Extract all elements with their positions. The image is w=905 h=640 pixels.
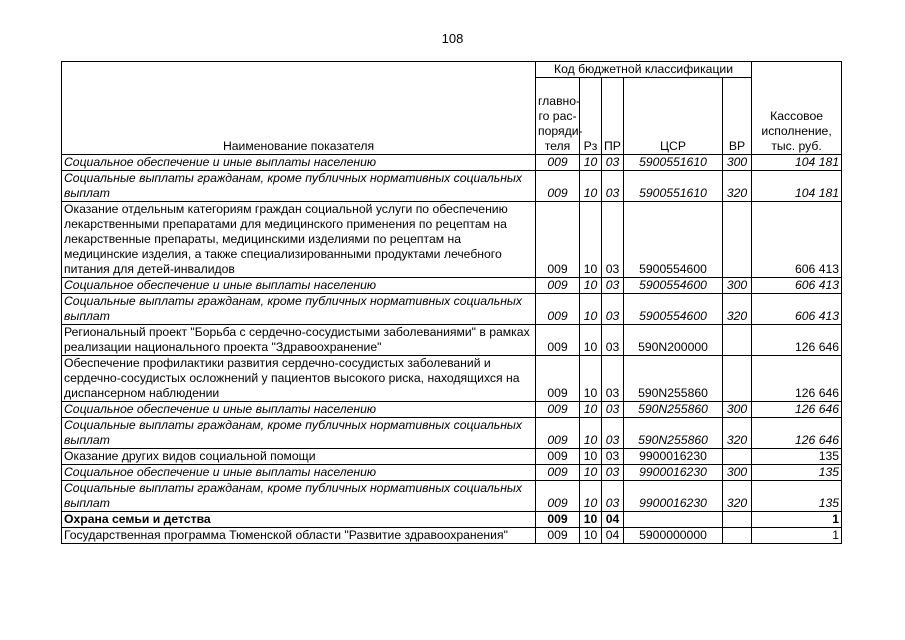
row-admin-cell: 009: [536, 528, 580, 544]
row-csr-cell: 9900016230: [624, 481, 723, 512]
row-vr-cell: 300: [723, 278, 752, 294]
table-body: [62, 155, 842, 544]
row-rz-cell: 10: [580, 325, 602, 356]
row-vr-cell: [723, 512, 752, 528]
row-name-cell: Социальное обеспечение и иные выплаты населению: [62, 465, 536, 481]
table-row: [62, 294, 842, 325]
table-row: [62, 171, 842, 202]
row-rz-cell: 10: [580, 294, 602, 325]
row-rz-cell: 10: [580, 202, 602, 278]
row-name-cell: Социальные выплаты гражданам, кроме публичных нормативных социальных выплат: [62, 294, 536, 325]
row-amount-cell: 606 413: [752, 202, 842, 278]
row-name-cell: Социальные выплаты гражданам, кроме публичных нормативных социальных выплат: [62, 171, 536, 202]
row-pr-cell: 03: [602, 294, 624, 325]
row-name-cell: Социальное обеспечение и иные выплаты населению: [62, 402, 536, 418]
table-row: [62, 512, 842, 528]
header-classification-group: Код бюджетной классификации: [536, 62, 752, 78]
row-pr-cell: 03: [602, 418, 624, 449]
row-rz-cell: 10: [580, 171, 602, 202]
row-rz-cell: 10: [580, 465, 602, 481]
row-amount-cell: 135: [752, 449, 842, 465]
row-amount-cell: 104 181: [752, 155, 842, 171]
row-rz-cell: 10: [580, 449, 602, 465]
row-admin-cell: 009: [536, 418, 580, 449]
row-csr-cell: 5900554600: [624, 202, 723, 278]
table-row: [62, 325, 842, 356]
header-vr: ВР: [723, 78, 752, 155]
row-csr-cell: 9900016230: [624, 449, 723, 465]
row-admin-cell: 009: [536, 465, 580, 481]
row-vr-cell: [723, 325, 752, 356]
row-admin-cell: 009: [536, 202, 580, 278]
row-name-cell: Охрана семьи и детства: [62, 512, 536, 528]
row-amount-cell: 126 646: [752, 356, 842, 402]
row-rz-cell: 10: [580, 278, 602, 294]
row-amount-cell: 126 646: [752, 325, 842, 356]
row-pr-cell: 03: [602, 465, 624, 481]
header-name: Наименование показателя: [62, 62, 536, 155]
row-rz-cell: 10: [580, 356, 602, 402]
page-number: 108: [441, 31, 464, 46]
row-rz-cell: 10: [580, 155, 602, 171]
row-admin-cell: 009: [536, 512, 580, 528]
row-pr-cell: 03: [602, 402, 624, 418]
header-csr: ЦСР: [624, 78, 723, 155]
table-row: [62, 449, 842, 465]
row-csr-cell: 5900551610: [624, 171, 723, 202]
row-admin-cell: 009: [536, 449, 580, 465]
row-csr-cell: 9900016230: [624, 465, 723, 481]
row-amount-cell: 126 646: [752, 418, 842, 449]
row-pr-cell: 03: [602, 171, 624, 202]
row-csr-cell: [624, 512, 723, 528]
row-csr-cell: 5900554600: [624, 278, 723, 294]
row-amount-cell: 606 413: [752, 278, 842, 294]
table-row: [62, 418, 842, 449]
row-csr-cell: 5900000000: [624, 528, 723, 544]
table-row: [62, 402, 842, 418]
row-name-cell: Обеспечение профилактики развития сердечно-сосудистых заболеваний и сердечно-сосудистых осложнений у пациентов высокого риска, находящихся на диспансерном наблюдении: [62, 356, 536, 402]
row-amount-cell: 1: [752, 528, 842, 544]
row-vr-cell: 320: [723, 418, 752, 449]
row-amount-cell: 126 646: [752, 402, 842, 418]
row-vr-cell: 300: [723, 155, 752, 171]
header-admin: главно-го рас-поряди-теля: [536, 78, 580, 155]
header-amount: Кассовое исполнение, тыс. руб.: [752, 62, 842, 155]
row-pr-cell: 04: [602, 512, 624, 528]
header-rz: Рз: [580, 78, 602, 155]
row-vr-cell: 320: [723, 294, 752, 325]
row-csr-cell: 590N255860: [624, 356, 723, 402]
row-rz-cell: 10: [580, 418, 602, 449]
row-admin-cell: 009: [536, 294, 580, 325]
budget-table: [61, 61, 842, 544]
row-amount-cell: 606 413: [752, 294, 842, 325]
row-pr-cell: 03: [602, 356, 624, 402]
row-name-cell: Социальное обеспечение и иные выплаты населению: [62, 155, 536, 171]
row-admin-cell: 009: [536, 356, 580, 402]
row-amount-cell: 104 181: [752, 171, 842, 202]
row-name-cell: Региональный проект "Борьба с сердечно-сосудистыми заболеваниями" в рамках реализации национального проекта "Здравоохранение": [62, 325, 536, 356]
row-pr-cell: 03: [602, 278, 624, 294]
row-rz-cell: 10: [580, 528, 602, 544]
row-amount-cell: 1: [752, 512, 842, 528]
row-vr-cell: 320: [723, 171, 752, 202]
row-admin-cell: 009: [536, 402, 580, 418]
table-row: [62, 481, 842, 512]
row-admin-cell: 009: [536, 171, 580, 202]
row-vr-cell: [723, 202, 752, 278]
table-row: [62, 465, 842, 481]
row-vr-cell: 320: [723, 481, 752, 512]
row-rz-cell: 10: [580, 512, 602, 528]
row-vr-cell: 300: [723, 465, 752, 481]
table-header: [62, 62, 842, 155]
row-csr-cell: 590N255860: [624, 402, 723, 418]
row-vr-cell: [723, 449, 752, 465]
row-name-cell: Социальное обеспечение и иные выплаты населению: [62, 278, 536, 294]
table-row: [62, 278, 842, 294]
row-csr-cell: 5900554600: [624, 294, 723, 325]
row-vr-cell: [723, 528, 752, 544]
row-name-cell: Социальные выплаты гражданам, кроме публичных нормативных социальных выплат: [62, 481, 536, 512]
row-admin-cell: 009: [536, 325, 580, 356]
row-pr-cell: 03: [602, 155, 624, 171]
row-csr-cell: 590N200000: [624, 325, 723, 356]
row-csr-cell: 5900551610: [624, 155, 723, 171]
header-pr: ПР: [602, 78, 624, 155]
row-vr-cell: 300: [723, 402, 752, 418]
row-pr-cell: 03: [602, 449, 624, 465]
table-row: [62, 202, 842, 278]
row-name-cell: Оказание других видов социальной помощи: [62, 449, 536, 465]
row-pr-cell: 03: [602, 481, 624, 512]
row-rz-cell: 10: [580, 481, 602, 512]
row-pr-cell: 04: [602, 528, 624, 544]
row-name-cell: Государственная программа Тюменской области "Развитие здравоохранения": [62, 528, 536, 544]
row-name-cell: Оказание отдельным категориям граждан социальной услуги по обеспечению лекарственными препаратами для медицинского применения по рецептам на лекарственные препараты, медицинскими изделиями по рецептам на медицинские изделия, а также специализированными продуктами лечебного питания для детей-инвалидов: [62, 202, 536, 278]
row-pr-cell: 03: [602, 202, 624, 278]
row-amount-cell: 135: [752, 481, 842, 512]
row-vr-cell: [723, 356, 752, 402]
row-rz-cell: 10: [580, 402, 602, 418]
row-amount-cell: 135: [752, 465, 842, 481]
table-row: [62, 155, 842, 171]
row-csr-cell: 590N255860: [624, 418, 723, 449]
row-name-cell: Социальные выплаты гражданам, кроме публичных нормативных социальных выплат: [62, 418, 536, 449]
table-row: [62, 356, 842, 402]
row-admin-cell: 009: [536, 278, 580, 294]
row-admin-cell: 009: [536, 481, 580, 512]
row-admin-cell: 009: [536, 155, 580, 171]
row-pr-cell: 03: [602, 325, 624, 356]
table-row: [62, 528, 842, 544]
